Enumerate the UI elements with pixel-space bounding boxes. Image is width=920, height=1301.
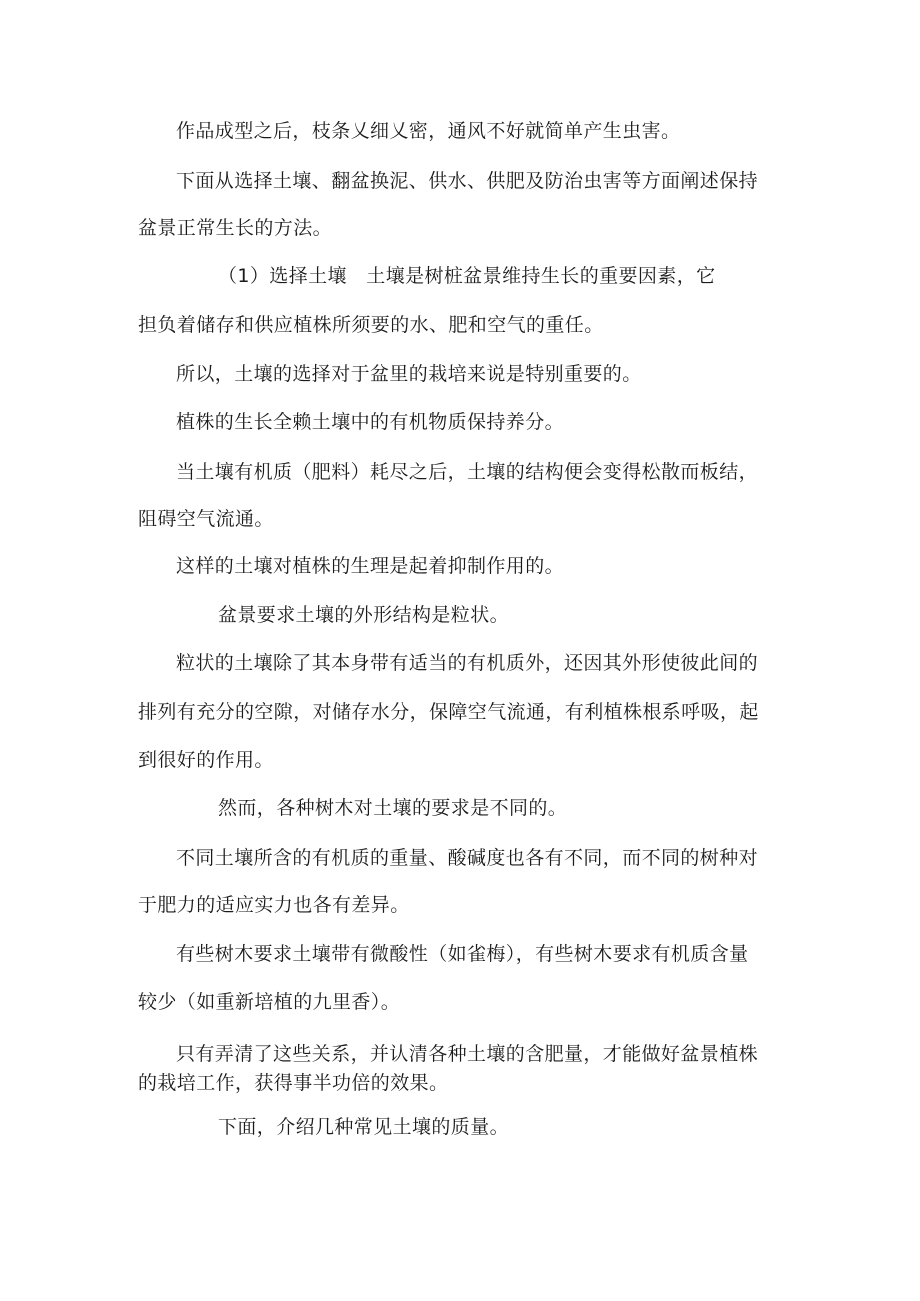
text-line: 这样的土壤对植株的生理是起着抑制作用的。 (176, 555, 565, 577)
text-line: 所以，土壤的选择对于盆里的栽培来说是特别重要的。 (176, 363, 642, 385)
text-line: 盆景要求土壤的外形结构是粒状。 (218, 604, 510, 626)
text-line: 较少（如重新培植的九里香）。 (138, 991, 401, 1013)
text-line: 下面，介绍几种常见土壤的质量。 (218, 1116, 510, 1138)
text-line: 不同土壤所含的有机质的重量、酸碱度也各有不同，而不同的树种对 (176, 847, 759, 869)
text-line: 当土壤有机质（肥料）耗尽之后，土壤的结构便会变得松散而板结， (176, 461, 759, 483)
text-line: 然而，各种树木对土壤的要求是不同的。 (218, 797, 568, 819)
text-line: 于肥力的适应实力也各有差异。 (138, 894, 410, 916)
text-line: 到很好的作用。 (138, 749, 274, 771)
text-line: 盆景正常生长的方法。 (138, 217, 333, 239)
text-line: 只有弄清了这些关系，并认清各种土壤的含肥量，才能做好盆景植株 (176, 1043, 759, 1065)
text-line: 粒状的土壤除了其本身带有适当的有机质外，还因其外形使彼此间的 (176, 652, 759, 674)
text-line: 植株的生长全赖土壤中的有机物质保持养分。 (176, 411, 565, 433)
text-line: 下面从选择土壤、翻盆换泥、供水、供肥及防治虫害等方面阐述保持 (176, 170, 759, 192)
text-line: 排列有充分的空隙，对储存水分，保障空气流通，有利植株根系呼吸，起 (138, 701, 759, 723)
text-line: 的栽培工作，获得事半功倍的效果。 (138, 1072, 449, 1094)
text-line: 担负着储存和供应植株所须要的水、肥和空气的重任。 (138, 314, 604, 336)
text-line: 阻碍空气流通。 (138, 508, 274, 530)
text-line: 作品成型之后，枝条乂细乂密，通风不好就简单产生虫害。 (176, 120, 681, 142)
text-line: 有些树木要求土壤带有微酸性（如雀梅），有些树木要求有机质含量 (176, 943, 749, 965)
text-line: （1）选择土壤 土壤是树桩盆景维持生长的重要因素，它 (218, 265, 716, 287)
